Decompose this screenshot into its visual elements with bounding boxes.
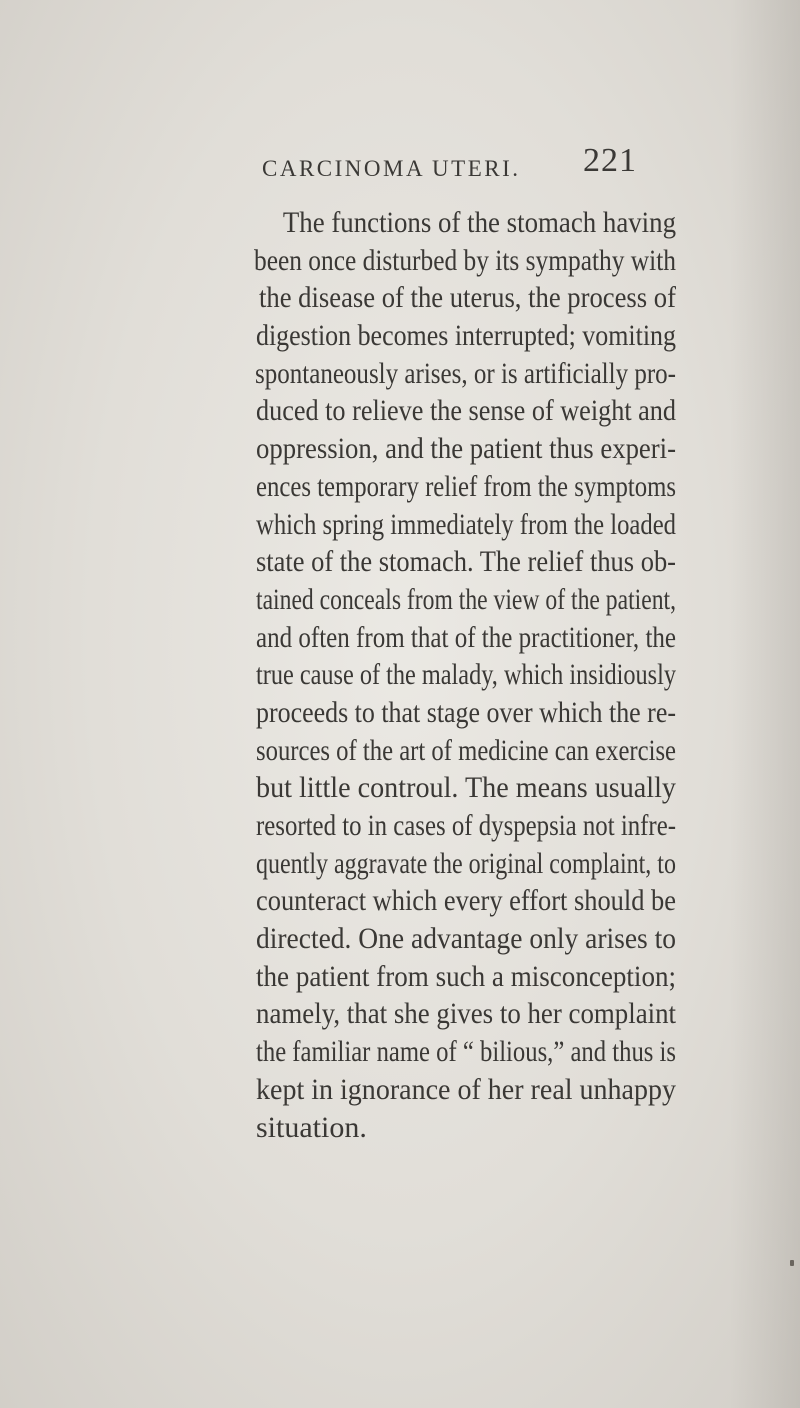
ink-speck [790,1260,794,1266]
text-line: namely, that she gives to her complaint [256,997,677,1031]
text-line: which spring immediately from the loaded [256,507,677,541]
text-line: kept in ignorance of her real unhappy [256,1072,677,1106]
text-line: the disease of the uterus, the process of [259,281,677,315]
text-line: been once disturbed by its sympathy with [254,243,676,277]
text-line: resorted to in cases of dyspepsia not infre- [256,809,676,842]
text-line: and often from that of the practitioner, the [256,620,677,654]
running-title: CARCINOMA UTERI. [262,156,521,181]
page-number: 221 [583,142,637,179]
text-line: ences temporary relief from the symptoms [256,469,676,503]
text-line: oppression, and the patient thus experi- [256,432,677,466]
text-line-last: situation. [256,1110,367,1144]
text-line: proceeds to that stage over which the re- [256,695,676,729]
text-line: the patient from such a misconception; [256,959,677,993]
text-line: counteract which every effort should be [256,884,676,918]
text-line: spontaneously arises, or is artificially pro- [255,356,677,390]
text-line: The functions of the stomach having [282,206,676,239]
body-paragraph [256,204,676,1146]
page-header [0,142,800,192]
text-line: true cause of the malady, which insidiously [256,658,676,692]
text-line: duced to relieve the sense of weight and [256,394,677,428]
text-line: state of the stomach. The relief thus ob- [256,545,677,579]
text-line: sources of the art of medicine can exercise [256,733,677,767]
text-line: but little controul. The means usually [256,771,676,805]
text-line: directed. One advantage only arises to [256,922,677,956]
page-edge-shadow [730,0,800,1408]
text-line: tained conceals from the view of the patient, [256,582,677,616]
text-line: quently aggravate the original complaint, to [256,846,676,880]
text-line: digestion becomes interrupted; vomiting [256,319,676,353]
text-line: the familiar name of “ bilious,” and thus is [256,1035,677,1069]
